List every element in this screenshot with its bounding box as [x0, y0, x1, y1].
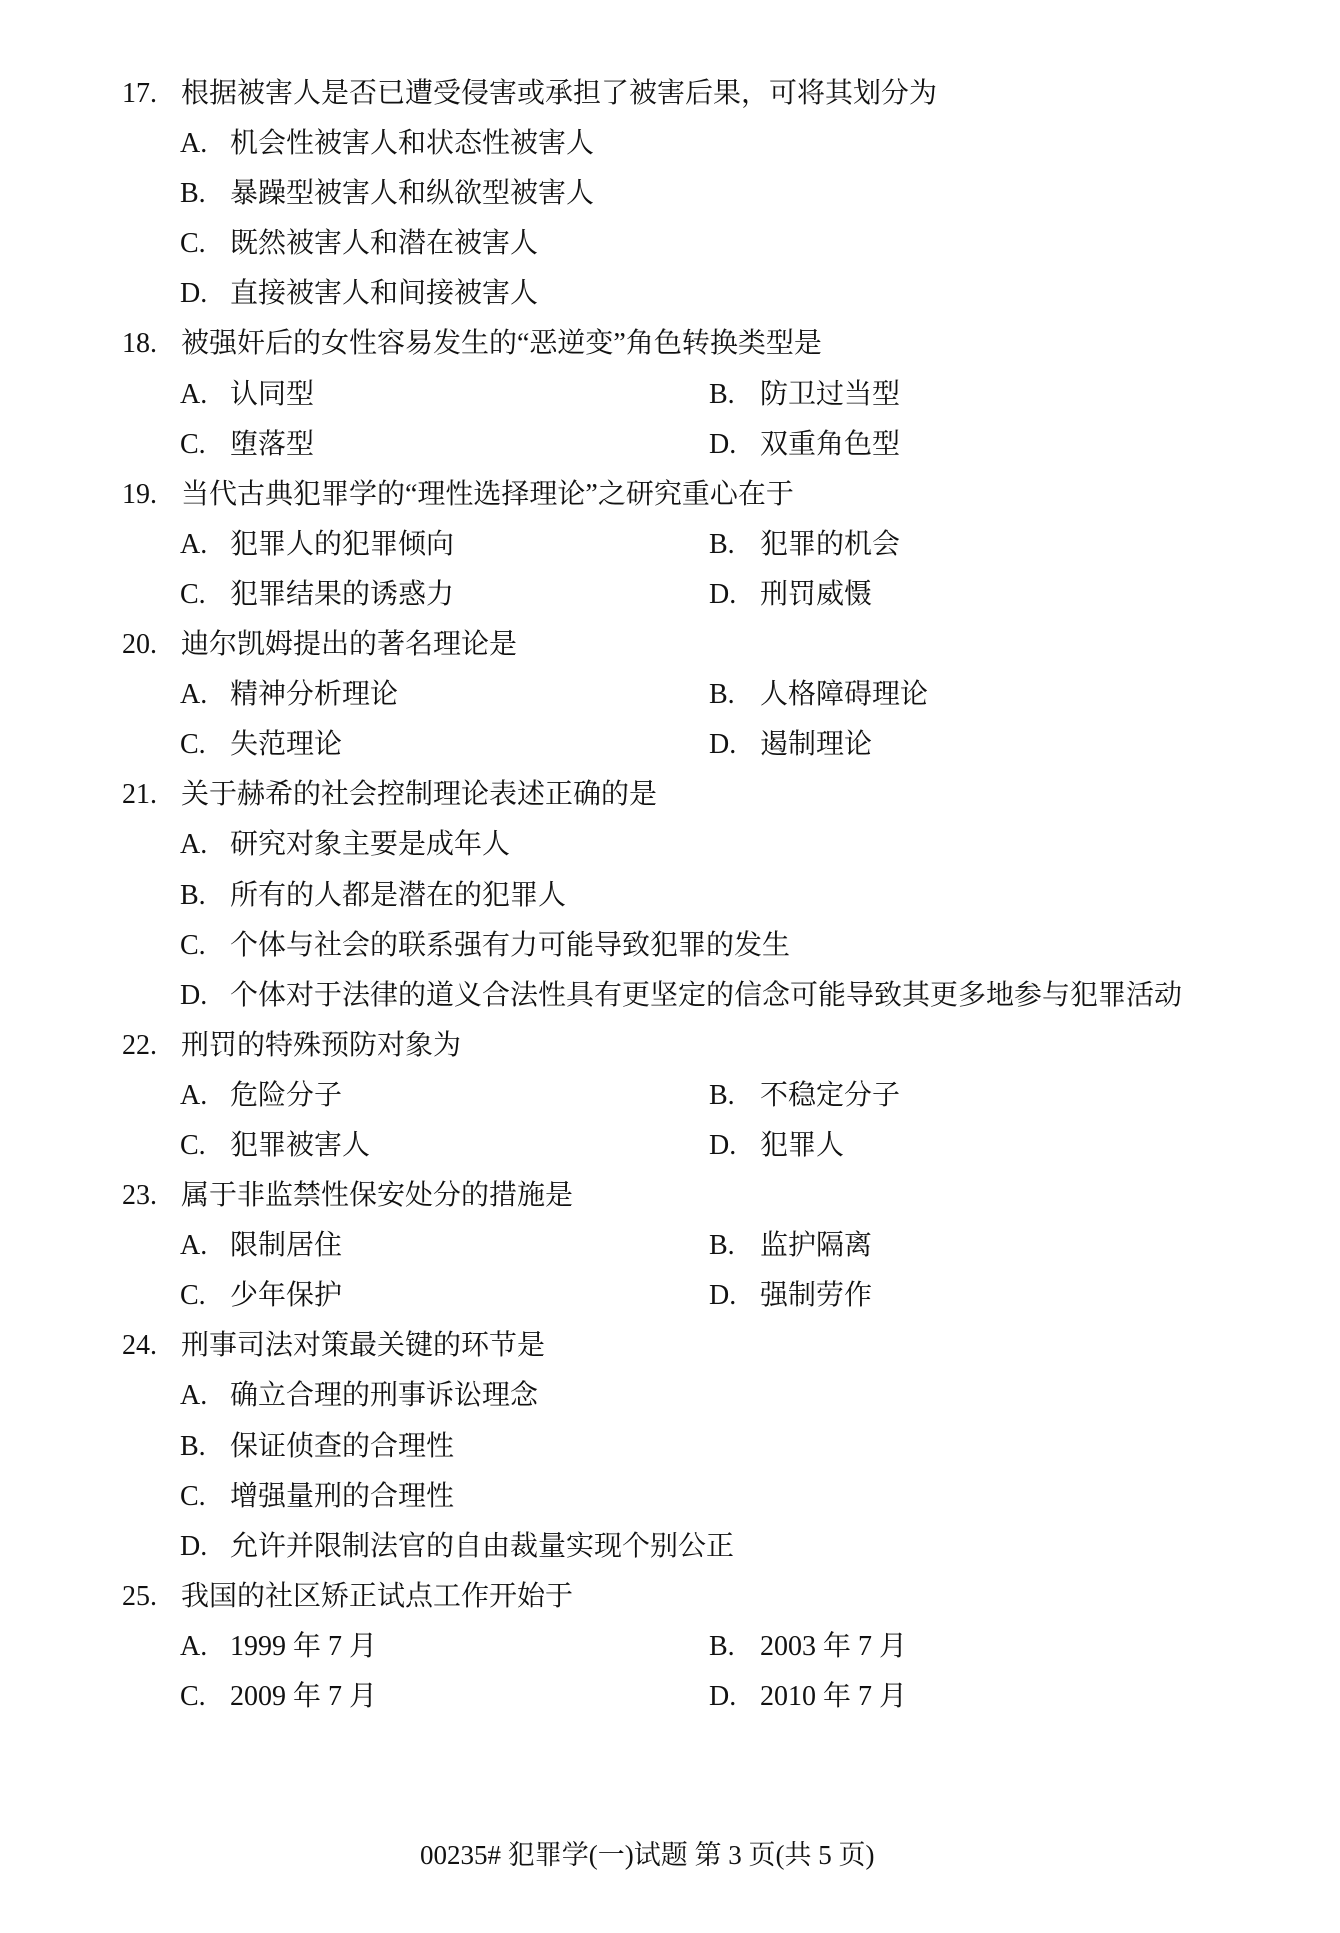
- question-24: [0, 1321, 1340, 1571]
- option-letter: B.: [180, 879, 206, 911]
- option-letter: D.: [180, 1530, 208, 1562]
- question-23: [0, 1171, 1340, 1321]
- option-letter: B.: [709, 1630, 735, 1662]
- option-letter: A.: [180, 1079, 208, 1111]
- option-letter: A.: [180, 829, 208, 861]
- option-letter: C.: [180, 1129, 206, 1161]
- option-letter: C.: [180, 428, 206, 460]
- option-letter: A.: [180, 679, 208, 711]
- option-letter: A.: [180, 378, 208, 410]
- option-b: [0, 1071, 1340, 1121]
- option-text: 人格障碍理论: [760, 679, 929, 711]
- question-19: [0, 470, 1340, 620]
- option-letter: A.: [180, 528, 208, 560]
- question-text: 迪尔凯姆提出的著名理论是: [181, 629, 518, 661]
- question-stem: [0, 770, 1340, 820]
- question-number: 19.: [122, 478, 157, 510]
- question-stem: [0, 1572, 1340, 1622]
- question-text: 刑事司法对策最关键的环节是: [181, 1330, 546, 1362]
- option-text: 机会性被害人和状态性被害人: [230, 128, 595, 160]
- option-row: [0, 570, 1340, 620]
- option-text: 2009 年 7 月: [230, 1681, 378, 1712]
- question-stem: [0, 1171, 1340, 1221]
- option-text: 犯罪人的犯罪倾向: [230, 528, 455, 560]
- question-text: 被强奸后的女性容易发生的“恶逆变”角色转换类型是: [181, 328, 822, 360]
- option-text: 犯罪人: [760, 1129, 845, 1161]
- question-stem: [0, 1321, 1340, 1371]
- question-text: 关于赫希的社会控制理论表述正确的是: [181, 779, 658, 811]
- option-row: [0, 1271, 1340, 1321]
- option-row: [0, 420, 1340, 470]
- option-text: 监护隔离: [760, 1230, 873, 1262]
- question-20: [0, 620, 1340, 770]
- question-18: [0, 319, 1340, 469]
- option-c: [0, 1472, 1340, 1522]
- option-d: [0, 1672, 1340, 1722]
- option-row: [0, 1121, 1340, 1171]
- option-letter: D.: [709, 578, 737, 610]
- option-text: 个体对于法律的道义合法性具有更坚定的信念可能导致其更多地参与犯罪活动: [230, 979, 1183, 1011]
- option-text: 2010 年 7 月: [760, 1681, 908, 1712]
- option-letter: D.: [709, 1280, 737, 1312]
- option-text: 暴躁型被害人和纵欲型被害人: [230, 178, 595, 210]
- option-row: [0, 1221, 1340, 1271]
- option-d: [0, 1121, 1340, 1171]
- option-d: [0, 971, 1340, 1021]
- question-22: [0, 1021, 1340, 1171]
- option-row: [0, 1622, 1340, 1672]
- option-d: [0, 570, 1340, 620]
- option-text: 允许并限制法官的自由裁量实现个别公正: [230, 1530, 735, 1562]
- exam-page: [0, 69, 1340, 1722]
- option-text: 个体与社会的联系强有力可能导致犯罪的发生: [230, 929, 791, 961]
- page-footer: 00235# 犯罪学(一)试题 第 3 页(共 5 页): [420, 1840, 875, 1870]
- option-letter: A.: [180, 1630, 208, 1662]
- option-letter: B.: [709, 378, 735, 410]
- option-c: [0, 921, 1340, 971]
- option-d: [0, 720, 1340, 770]
- option-a: [0, 119, 1340, 169]
- option-text: 增强量刑的合理性: [230, 1480, 455, 1512]
- option-letter: B.: [709, 1079, 735, 1111]
- option-text: 危险分子: [230, 1079, 343, 1111]
- option-text: 少年保护: [230, 1280, 343, 1312]
- question-number: 22.: [122, 1029, 157, 1061]
- option-c: [0, 219, 1340, 269]
- option-letter: B.: [709, 679, 735, 711]
- option-text: 失范理论: [230, 729, 343, 761]
- option-letter: D.: [709, 1129, 737, 1161]
- option-b: [0, 1221, 1340, 1271]
- option-a: [0, 820, 1340, 870]
- question-number: 21.: [122, 779, 157, 811]
- option-b: [0, 169, 1340, 219]
- option-text: 确立合理的刑事诉讼理念: [230, 1380, 539, 1412]
- option-d: [0, 1522, 1340, 1572]
- option-letter: D.: [709, 428, 737, 460]
- option-row: [0, 1071, 1340, 1121]
- option-b: [0, 520, 1340, 570]
- option-letter: B.: [709, 1230, 735, 1262]
- option-d: [0, 1271, 1340, 1321]
- option-letter: A.: [180, 128, 208, 160]
- question-17: [0, 69, 1340, 319]
- option-text: 防卫过当型: [760, 378, 901, 410]
- option-b: [0, 370, 1340, 420]
- question-text: 当代古典犯罪学的“理性选择理论”之研究重心在于: [181, 478, 794, 510]
- option-letter: C.: [180, 1280, 206, 1312]
- option-row: [0, 1672, 1340, 1722]
- question-stem: [0, 319, 1340, 369]
- question-number: 25.: [122, 1580, 157, 1612]
- option-row: [0, 520, 1340, 570]
- question-number: 24.: [122, 1330, 157, 1362]
- option-letter: B.: [180, 178, 206, 210]
- question-25: [0, 1572, 1340, 1722]
- question-21: [0, 770, 1340, 1020]
- option-letter: D.: [180, 278, 208, 310]
- option-text: 遏制理论: [760, 729, 873, 761]
- option-d: [0, 420, 1340, 470]
- option-letter: C.: [180, 929, 206, 961]
- question-text: 根据被害人是否已遭受侵害或承担了被害后果，可将其划分为: [181, 78, 938, 109]
- option-text: 2003 年 7 月: [760, 1630, 908, 1662]
- option-text: 保证侦查的合理性: [230, 1430, 455, 1462]
- option-letter: D.: [709, 729, 737, 761]
- option-text: 直接被害人和间接被害人: [230, 278, 539, 310]
- option-text: 所有的人都是潜在的犯罪人: [230, 879, 567, 911]
- question-number: 17.: [122, 78, 157, 109]
- option-letter: C.: [180, 228, 206, 260]
- option-text: 研究对象主要是成年人: [230, 829, 511, 861]
- option-row: [0, 670, 1340, 720]
- option-letter: A.: [180, 1380, 208, 1412]
- option-text: 认同型: [230, 378, 315, 410]
- question-number: 18.: [122, 328, 157, 360]
- option-text: 精神分析理论: [230, 679, 399, 711]
- question-text: 我国的社区矫正试点工作开始于: [181, 1580, 574, 1612]
- question-stem: [0, 69, 1340, 119]
- option-text: 既然被害人和潜在被害人: [230, 228, 539, 260]
- option-b: [0, 670, 1340, 720]
- option-text: 犯罪的机会: [760, 528, 901, 560]
- option-letter: A.: [180, 1230, 208, 1262]
- option-text: 强制劳作: [760, 1280, 873, 1312]
- option-row: [0, 720, 1340, 770]
- option-letter: C.: [180, 729, 206, 761]
- option-text: 堕落型: [230, 428, 315, 460]
- option-letter: D.: [180, 979, 208, 1011]
- option-row: [0, 370, 1340, 420]
- question-text: 属于非监禁性保安处分的措施是: [181, 1180, 574, 1212]
- option-letter: D.: [709, 1681, 737, 1712]
- option-b: [0, 1622, 1340, 1672]
- option-text: 双重角色型: [760, 428, 901, 460]
- option-letter: C.: [180, 1480, 206, 1512]
- option-text: 限制居住: [230, 1230, 343, 1262]
- question-stem: [0, 1021, 1340, 1071]
- option-b: [0, 1422, 1340, 1472]
- question-text: 刑罚的特殊预防对象为: [181, 1029, 462, 1061]
- option-letter: B.: [709, 528, 735, 560]
- option-text: 犯罪结果的诱惑力: [230, 578, 455, 610]
- option-text: 犯罪被害人: [230, 1129, 371, 1161]
- option-b: [0, 871, 1340, 921]
- option-a: [0, 1371, 1340, 1421]
- option-d: [0, 269, 1340, 319]
- option-text: 不稳定分子: [760, 1079, 901, 1111]
- option-text: 刑罚威慑: [760, 578, 873, 610]
- option-text: 1999 年 7 月: [230, 1630, 378, 1662]
- question-number: 20.: [122, 629, 157, 661]
- option-letter: C.: [180, 578, 206, 610]
- option-letter: B.: [180, 1430, 206, 1462]
- question-stem: [0, 470, 1340, 520]
- question-number: 23.: [122, 1180, 157, 1212]
- option-letter: C.: [180, 1681, 206, 1712]
- question-stem: [0, 620, 1340, 670]
